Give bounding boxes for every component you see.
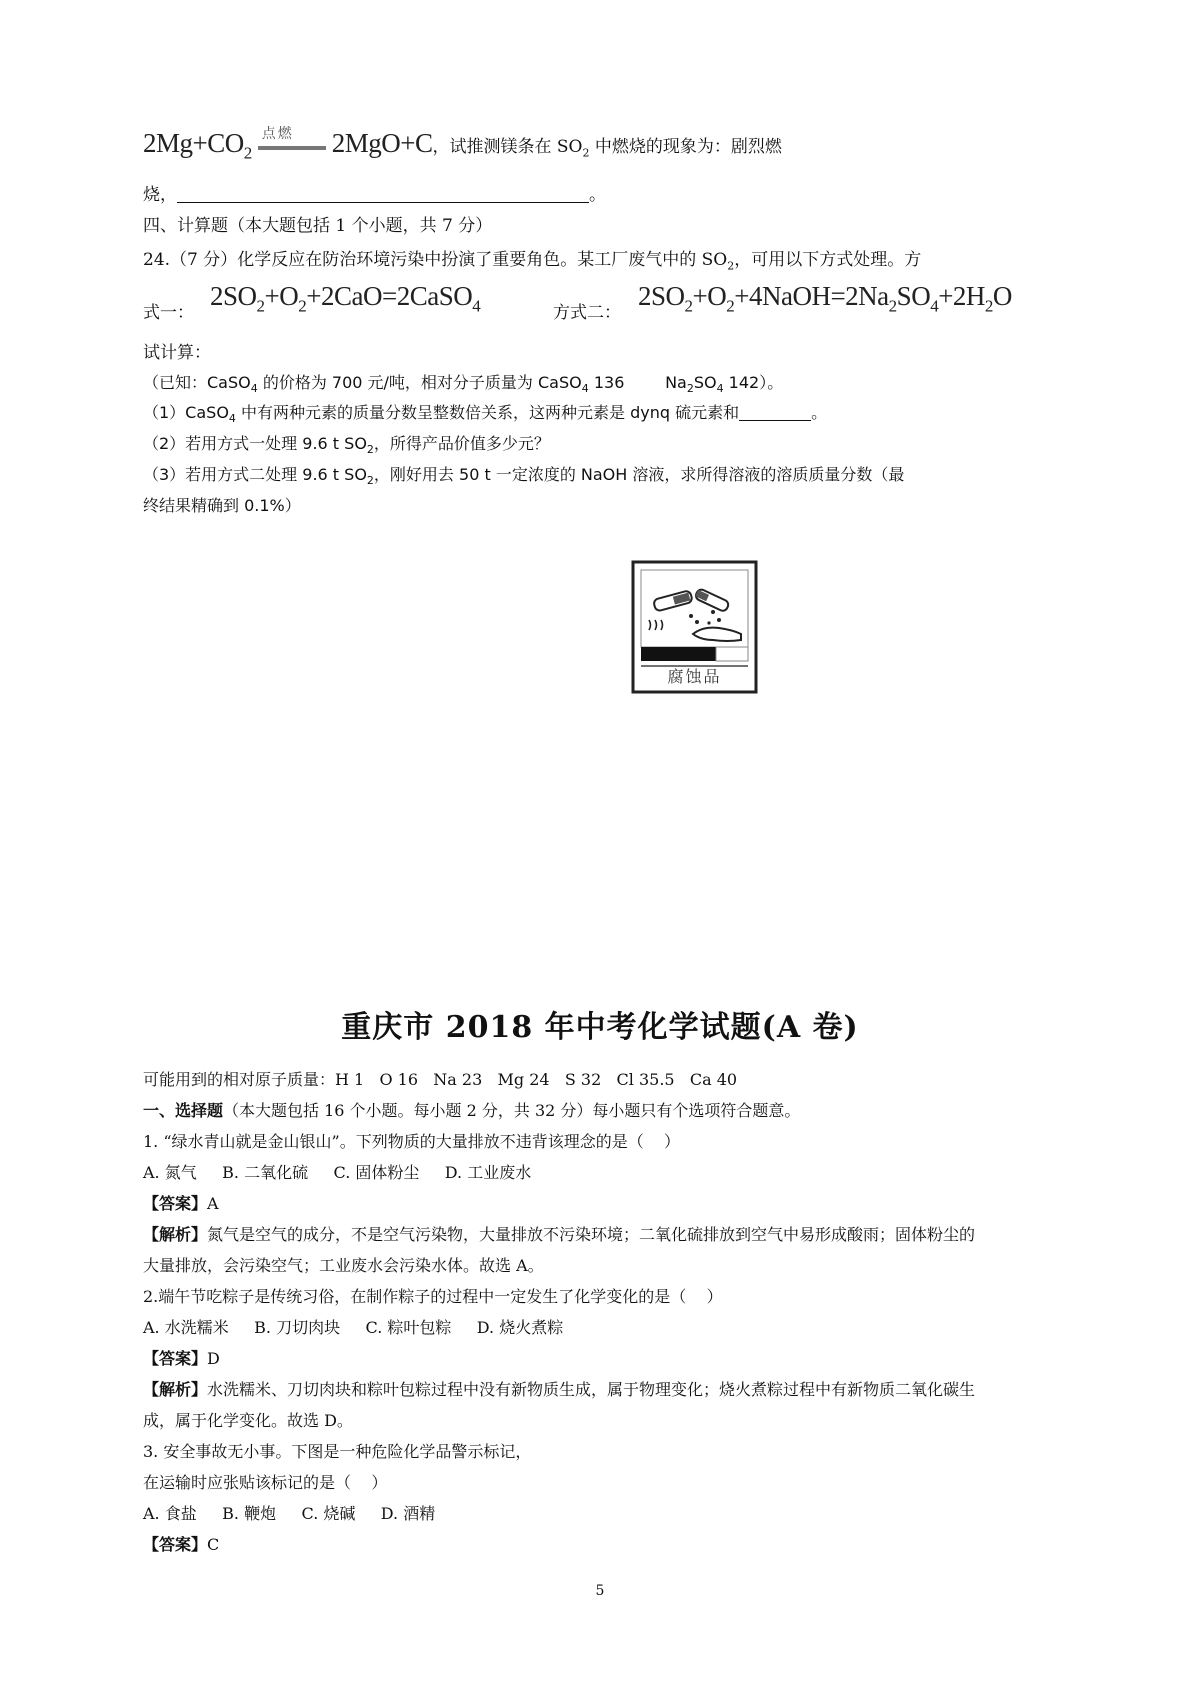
reaction-question-text: ，试推测镁条在 $SO_2$ 中燃烧的现象为：剧烈燃: [432, 137, 782, 160]
q3-options: A. 食盐 B. 鞭炮 C. 烧碱 D. 酒精: [143, 1504, 436, 1523]
section1-heading: 一、选择题（本大题包括 16 个小题。每小题 2 分，共 32 分）每小题只有个选项符合题意。: [143, 1101, 801, 1120]
exam-title: 重庆市 2018 年中考化学试题(A 卷): [341, 1010, 859, 1045]
section4-heading: 四、计算题（本大题包括 1 个小题，共 7 分）: [143, 216, 493, 236]
q2-options: A. 水洗糯米 B. 刀切肉块 C. 粽叶包粽 D. 烧火煮粽: [143, 1318, 564, 1337]
q2-stem: 2.端午节吃粽子是传统习俗，在制作粽子的过程中一定发生了化学变化的是（ ）: [143, 1287, 723, 1306]
q3-answer: 【答案】C: [143, 1535, 220, 1554]
q24-methods: [143, 281, 1083, 328]
q24-sub1: （1）CaSO$_4$ 中有两种元素的质量分数呈整数倍关系，这两种元素是 dynq 硫元素和 。: [143, 403, 828, 426]
method1-equation: $2SO_2+O_2+2CaO=2CaSO_4$: [210, 281, 481, 316]
page-number: 5: [595, 1583, 605, 1599]
reaction-condition: 点燃: [254, 126, 330, 156]
q2-analysis-cont: 成，属于化学变化。故选 D。: [143, 1411, 353, 1430]
q1-options: A. 氮气 B. 二氧化硫 C. 固体粉尘 D. 工业废水: [143, 1163, 532, 1182]
q1-analysis-cont: 大量排放，会污染空气；工业废水会污染水体。故选 A。: [143, 1256, 544, 1275]
q2-analysis: 【解析】水洗糯米、刀切肉块和粽叶包粽过程中没有新物质生成，属于物理变化；烧火煮粽过程中有新物质二氧化碳生: [143, 1380, 976, 1399]
q3-stem-cont: 在运输时应张贴该标记的是（ ）: [143, 1473, 388, 1492]
reaction-line: $2Mg+CO_2$ 点燃 2MgO+C，试推测镁条在 $SO_2$ 中燃烧的现象为：剧烈燃: [143, 126, 782, 163]
atomic-masses: 可能用到的相对原子质量：H 1 O 16 Na 23 Mg 24 S 32 Cl 35.5 Ca 40: [143, 1070, 738, 1089]
reaction-answer-line: 烧， 。: [143, 185, 606, 205]
corrosive-warning-label: [631, 560, 758, 694]
q24-sub2: （2）若用方式一处理 9.6 t $SO_2$，所得产品价值多少元？: [143, 434, 550, 457]
method1-label: 式一：: [143, 303, 194, 323]
method2-label: 方式二：: [553, 303, 621, 323]
q2-answer: 【答案】D: [143, 1349, 220, 1368]
calc-label: 试计算：: [143, 343, 211, 363]
q1-answer: 【答案】A: [143, 1194, 219, 1213]
answer-blank: [177, 184, 589, 203]
method2-equation: $2SO_2+O_2+4NaOH=2Na_2SO_4+2H_2O$: [638, 281, 1012, 316]
q1-stem: 1. “绿水青山就是金山银山”。下列物质的大量排放不违背该理念的是（ ）: [143, 1132, 681, 1151]
q24-sub3-cont: 终结果精确到 0.1%）: [143, 496, 301, 515]
answer-blank: [739, 402, 811, 421]
q1-analysis: 【解析】氮气是空气的成分，不是空气污染物，大量排放不污染环境；二氧化硫排放到空气中易形成酸雨；固体粉尘的: [143, 1225, 976, 1244]
q3-stem: 3. 安全事故无小事。下图是一种危险化学品警示标记，: [143, 1442, 532, 1461]
reaction-equation: $2Mg+CO_2$: [143, 128, 252, 163]
warning-label-text: 腐蚀品: [667, 667, 722, 686]
q24-sub3: （3）若用方式二处理 9.6 t $SO_2$，刚好用去 50 t 一定浓度的 NaOH 溶液，求所得溶液的溶质质量分数（最: [143, 465, 905, 488]
q24-known: （已知：CaSO$_4$ 的价格为 700 元/吨，相对分子质量为 CaSO$_4$ 136 $Na_2SO_4$ 142）。: [143, 373, 784, 396]
q24-intro: 24.（7 分）化学反应在防治环境污染中扮演了重要角色。某工厂废气中的 $SO_2$，可用以下方式处理。方: [143, 250, 922, 273]
